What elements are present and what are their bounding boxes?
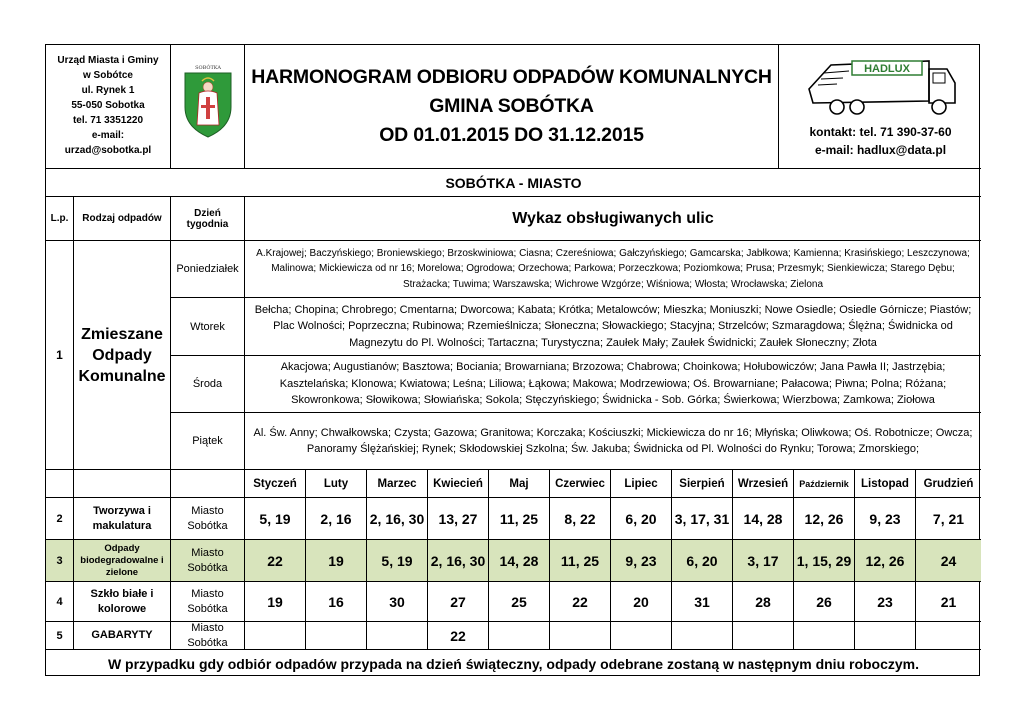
- row-waste-type-text: Odpady biodegradowalne i zielone: [80, 542, 164, 578]
- month-header-blank: [170, 469, 244, 497]
- section-title: [46, 168, 981, 196]
- collection-date: [732, 581, 793, 621]
- collection-date: [305, 497, 366, 539]
- collection-date: [854, 581, 915, 621]
- company-cell: [778, 45, 981, 168]
- collection-date-text: 19: [267, 593, 283, 610]
- month-header: [549, 469, 610, 497]
- streets-header: [244, 196, 981, 240]
- collection-date-text: 26: [816, 593, 832, 610]
- collection-date: [366, 539, 427, 581]
- collection-date: [793, 497, 854, 539]
- day-label: Wtorek: [190, 320, 225, 333]
- collection-date-text: 14, 28: [499, 552, 539, 569]
- row-place: [170, 621, 244, 649]
- collection-date-text: 31: [694, 593, 710, 610]
- collection-date-text: 13, 27: [438, 510, 478, 527]
- collection-date: [244, 581, 305, 621]
- office-line: w Sobótce: [82, 70, 133, 81]
- schedule-document: [45, 44, 980, 676]
- month-header: [244, 469, 305, 497]
- row-place: [170, 539, 244, 581]
- collection-date: [732, 539, 793, 581]
- garbage-truck-icon: [779, 49, 982, 119]
- waste-type-header-text: Rodzaj odpadów: [82, 213, 162, 224]
- collection-date: [854, 621, 915, 649]
- month-header-text: Styczeń: [253, 477, 297, 490]
- row-lp-text: 4: [56, 595, 63, 608]
- collection-date: [610, 539, 671, 581]
- row-lp-text: 3: [56, 554, 63, 567]
- office-email: urzad@sobotka.pl: [64, 145, 152, 156]
- title-cell: [244, 45, 778, 168]
- row-lp: [46, 539, 73, 581]
- collection-date: [427, 581, 488, 621]
- mixed-type-text: Zmieszane Odpady Komunalne: [78, 325, 166, 385]
- streets-monday: [244, 240, 981, 297]
- collection-date-text: 2, 16: [320, 510, 352, 527]
- contact-email: e-mail: hadlux@data.pl: [814, 143, 947, 157]
- collection-date-text: 6, 20: [686, 552, 718, 569]
- row-waste-type-text: GABARYTY: [91, 629, 153, 641]
- row-place-text: Miasto Sobótka: [187, 587, 228, 615]
- month-header-text: Listopad: [861, 477, 909, 490]
- month-header-text: Marzec: [377, 477, 417, 490]
- month-header: [793, 469, 854, 497]
- collection-date: [427, 621, 488, 649]
- mixed-lp: [46, 240, 73, 469]
- collection-date: [610, 581, 671, 621]
- collection-date: [305, 621, 366, 649]
- streets-header-text: Wykaz obsługiwanych ulic: [512, 209, 714, 227]
- streets-list: Akacjowa; Augustianów; Basztowa; Bociania; Browarniana; Brzozowa; Chabrowa; Choinkowa; Hołubowiczów; Jana Pawła II; Jastrzębia; Kasztelańska; Klonowa; Kwiatowa; Leśna; Liliowa; Łąkowa; Makowa; Modrzewiowa; Oś. Browarniane; Pałacowa; Piwna; Polna; Różana; Skowronkowa; Słowikowa; Słowiańska; Sokola; Stęczyńskiego; Świdnicka - Sob. Górka; Świerkowa; Wierzbowa; Zamkowa; Ziołowa: [279, 361, 947, 407]
- office-line: Urząd Miasta i Gminy: [57, 55, 159, 66]
- collection-date-text: 22: [572, 593, 588, 610]
- collection-date-text: 21: [940, 593, 957, 610]
- month-header-text: Sierpień: [679, 477, 725, 490]
- crest-icon: [171, 45, 245, 168]
- collection-date-text: 9, 23: [869, 510, 901, 527]
- row-waste-type-text: Szkło białe i kolorowe: [90, 587, 154, 615]
- collection-date: [793, 621, 854, 649]
- collection-date-text: 12, 26: [804, 510, 844, 527]
- collection-date-text: 7, 21: [932, 510, 965, 527]
- office-line: 55-050 Sobotka: [71, 100, 145, 111]
- collection-date-text: 27: [450, 593, 466, 610]
- collection-date: [610, 497, 671, 539]
- collection-date-text: 8, 22: [564, 510, 596, 527]
- office-line: ul. Rynek 1: [81, 85, 135, 96]
- day-label: Środa: [192, 378, 223, 390]
- collection-date-text: 5, 19: [381, 552, 413, 569]
- month-header-blank: [73, 469, 170, 497]
- collection-date: [549, 621, 610, 649]
- collection-date-text: 3, 17: [747, 552, 779, 569]
- month-header: [488, 469, 549, 497]
- contact-phone: kontakt: tel. 71 390-37-60: [809, 125, 952, 139]
- collection-date: [671, 621, 732, 649]
- row-waste-type: [73, 581, 170, 621]
- month-header: [305, 469, 366, 497]
- month-header: [854, 469, 915, 497]
- month-header: [671, 469, 732, 497]
- row-waste-type: [73, 497, 170, 539]
- collection-date-text: 22: [450, 627, 466, 644]
- collection-date: [488, 621, 549, 649]
- date-range-title: OD 01.01.2015 DO 31.12.2015: [379, 124, 644, 146]
- collection-date-text: 16: [328, 593, 344, 610]
- mixed-lp-text: 1: [56, 348, 63, 362]
- row-place: [170, 497, 244, 539]
- streets-list: Bełcha; Chopina; Chrobrego; Cmentarna; Dworcowa; Kabata; Krótka; Metalowców; Mieszka; Moniuszki; Nowe Osiedle; Osiedle Górnicze; Piastów; Plac Wolności; Poprzeczna; Rubinowa; Rzemieślnicza; Słoneczna; Słowackiego; Stacyjna; Strzelców; Szmaragdowa; Ślężna; Świdnicka od Magnezytu do Pl. Wolności; Tartaczna; Turystyczna; Zaułek Mały; Zaułek Świdnicki; Zaułek Słoneczny; Złota: [254, 303, 972, 349]
- streets-tuesday: [244, 297, 981, 355]
- crest-cell: [170, 45, 244, 168]
- month-header-text: Kwiecień: [433, 477, 483, 490]
- collection-date: [793, 539, 854, 581]
- collection-date: [854, 539, 915, 581]
- collection-date: [915, 539, 981, 581]
- collection-date-text: 12, 26: [865, 552, 905, 569]
- collection-date: [732, 621, 793, 649]
- collection-date: [671, 539, 732, 581]
- day-wednesday: [170, 355, 244, 412]
- month-header-blank: [46, 469, 73, 497]
- collection-date: [671, 581, 732, 621]
- collection-date: [488, 497, 549, 539]
- collection-date: [854, 497, 915, 539]
- collection-date-text: 19: [328, 552, 344, 569]
- collection-date: [549, 539, 610, 581]
- row-lp-text: 2: [56, 512, 63, 525]
- day-monday: [170, 240, 244, 297]
- row-lp: [46, 621, 73, 649]
- row-waste-type: [73, 621, 170, 649]
- collection-date-text: 25: [511, 593, 527, 610]
- collection-date-text: 11, 25: [560, 552, 600, 569]
- footer-note: [46, 649, 981, 677]
- row-waste-type: [73, 539, 170, 581]
- company-logo-text: HADLUX: [864, 63, 910, 75]
- collection-date: [610, 621, 671, 649]
- collection-date: [305, 539, 366, 581]
- collection-date: [427, 539, 488, 581]
- collection-date-text: 14, 28: [743, 510, 783, 527]
- section-title-text: SOBÓTKA - MIASTO: [445, 174, 582, 191]
- footer-note-text: W przypadku gdy odbiór odpadów przypada na dzień świąteczny, odpady odebrane zostaną w następnym dniu roboczym.: [107, 655, 920, 672]
- collection-date-text: 5, 19: [259, 510, 291, 527]
- collection-date: [915, 621, 981, 649]
- office-line: e-mail:: [91, 130, 125, 141]
- collection-date: [549, 581, 610, 621]
- collection-date-text: 6, 20: [625, 510, 657, 527]
- row-place-text: Miasto Sobótka: [187, 546, 228, 574]
- collection-date: [305, 581, 366, 621]
- collection-date: [732, 497, 793, 539]
- collection-date: [244, 497, 305, 539]
- collection-date-text: 28: [755, 593, 771, 610]
- streets-list: A.Krajowej; Baczyńskiego; Broniewskiego; Brzoskwiniowa; Ciasna; Czereśniowa; Gałczyńskiego; Gamcarska; Jabłkowa; Kamienna; Krasińskiego; Leszczynowa; Malinowa; Mickiewicza od nr 16; Morelowa; Ogrodowa; Orzechowa; Parkowa; Porzeczkowa; Poziomkowa; Prusa; Przesmyk; Sienkiewicza; Starego Dębu; Strażacka; Tuwima; Warszawska; Wichrowe Wzgórze; Wiśniowa; Włosta; Wrocławska; Zielona: [256, 247, 970, 290]
- collection-date-text: 9, 23: [625, 552, 657, 569]
- collection-date: [488, 581, 549, 621]
- day-label: Piątek: [192, 435, 223, 447]
- row-lp: [46, 581, 73, 621]
- month-header-text: Lipiec: [624, 477, 658, 490]
- collection-date: [793, 581, 854, 621]
- collection-date-text: 1, 15, 29: [796, 552, 852, 569]
- collection-date: [366, 497, 427, 539]
- collection-date-text: 3, 17, 31: [674, 510, 730, 527]
- municipality-title: GMINA SOBÓTKA: [429, 95, 594, 117]
- streets-list: Al. Św. Anny; Chwałkowska; Czysta; Gazowa; Granitowa; Korczaka; Kościuszki; Mickiewicza do nr 16; Młyńska; Oliwkowa; Oś. Robotnicze; Owcza; Panoramy Ślężańskiej; Rynek; Skłodowskiej Szkolna; Św. Jakuba; Świdnicka od Pl. Wolności do Rynku; Torowa; Zmorskiego;: [253, 426, 973, 455]
- month-header-text: Październik: [799, 478, 849, 489]
- lp-header-text: L.p.: [50, 213, 69, 224]
- collection-date-text: 20: [633, 593, 649, 610]
- collection-date: [366, 621, 427, 649]
- mixed-type: [73, 240, 170, 469]
- collection-date: [549, 497, 610, 539]
- row-place-text: Miasto Sobótka: [187, 621, 228, 649]
- document-title: HARMONOGRAM ODBIORU ODPADÓW KOMUNALNYCH: [251, 66, 772, 88]
- collection-date: [244, 539, 305, 581]
- office-line: tel. 71 3351220: [72, 115, 144, 126]
- collection-date: [244, 621, 305, 649]
- office-address: [46, 45, 170, 168]
- waste-type-header: [73, 196, 170, 240]
- collection-date: [915, 581, 981, 621]
- streets-friday: [244, 412, 981, 469]
- collection-date-text: 2, 16, 30: [430, 552, 486, 569]
- month-header-text: Grudzień: [923, 477, 974, 490]
- month-header-text: Wrzesień: [737, 477, 789, 490]
- day-header: [170, 196, 244, 240]
- collection-date: [915, 497, 981, 539]
- lp-header: [46, 196, 73, 240]
- month-header: [610, 469, 671, 497]
- crest-label: SOBÓTKA: [195, 65, 221, 71]
- month-header: [732, 469, 793, 497]
- month-header-text: Maj: [509, 477, 529, 490]
- month-header-text: Czerwiec: [555, 477, 605, 490]
- collection-date-text: 23: [877, 593, 893, 610]
- streets-wednesday: [244, 355, 981, 412]
- collection-date: [488, 539, 549, 581]
- day-tuesday: [170, 297, 244, 355]
- month-header: [915, 469, 981, 497]
- month-header-text: Luty: [323, 477, 349, 490]
- row-lp-text: 5: [56, 629, 63, 642]
- collection-date-text: 24: [940, 552, 957, 569]
- collection-date-text: 30: [389, 593, 405, 610]
- collection-date-text: 22: [267, 552, 283, 569]
- row-place: [170, 581, 244, 621]
- month-header: [427, 469, 488, 497]
- day-header-text: Dzień tygodnia: [186, 207, 229, 230]
- row-waste-type-text: Tworzywa i makulatura: [92, 504, 152, 532]
- collection-date-text: 2, 16, 30: [369, 510, 425, 527]
- collection-date: [366, 581, 427, 621]
- day-friday: [170, 412, 244, 469]
- collection-date-text: 11, 25: [499, 510, 539, 527]
- day-label: Poniedziałek: [176, 263, 239, 275]
- collection-date: [427, 497, 488, 539]
- row-lp: [46, 497, 73, 539]
- row-place-text: Miasto Sobótka: [187, 504, 228, 532]
- month-header: [366, 469, 427, 497]
- collection-date: [671, 497, 732, 539]
